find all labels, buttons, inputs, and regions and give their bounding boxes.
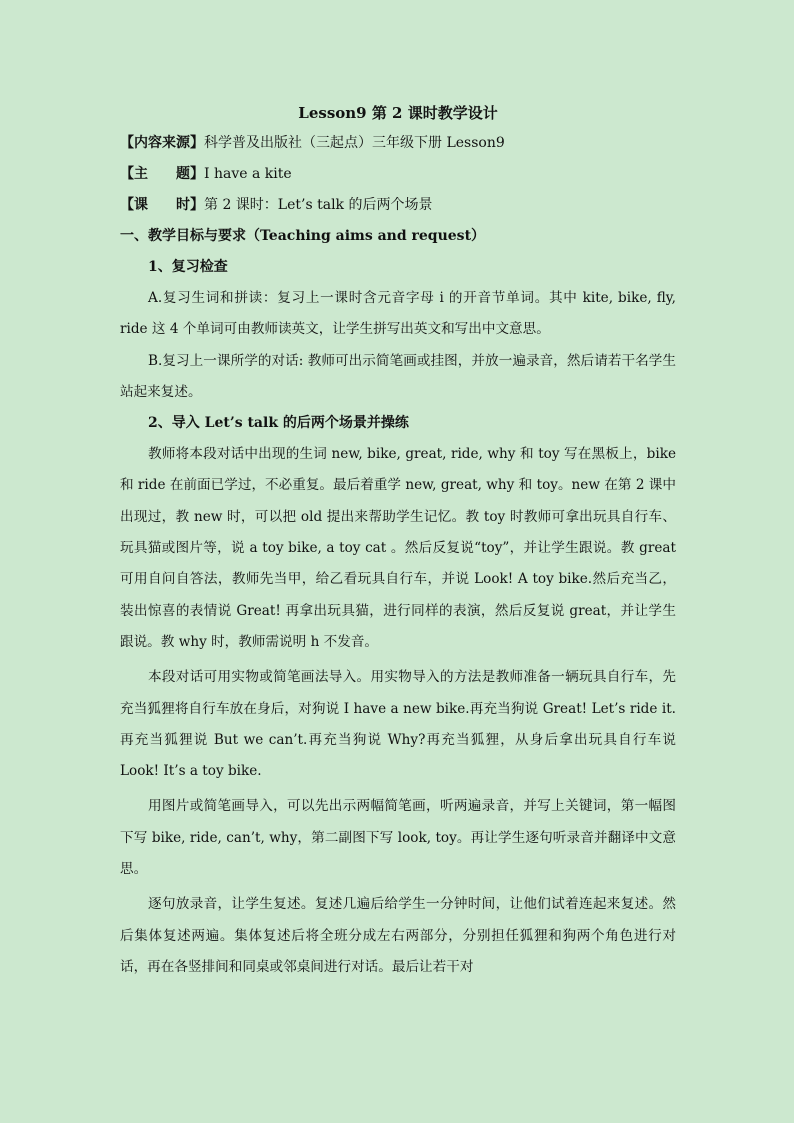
- meta-topic-key: 【主 题】: [120, 166, 204, 182]
- meta-source-value: 科学普及出版社（三起点）三年级下册 Lesson9: [204, 135, 505, 151]
- meta-period-key: 【课 时】: [120, 197, 204, 213]
- subsection-heading-intro: 2、导入 Let’s talk 的后两个场景并操练: [148, 415, 409, 432]
- meta-source-key: 【内容来源】: [120, 135, 204, 151]
- paragraph-intro-1: 教师将本段对话中出现的生词 new, bike, great, ride, why 和 toy 写在黑板上，bike 和 ride 在前面已学过，不必重复。最后着重学 new, great, why 和 toy。new 在第 2 课中出现过，教 new 时，可以把 old 提出来帮助学生记忆。教 toy 时教师可拿出玩具自行车、玩具猫或图片等，说 a toy bike, a toy cat 。然后反复说“toy”，并让学生跟说。教 great 可用自问自答法，教师先当甲，给乙看玩具自行车，并说 Look! A toy bike.然后充当乙，装出惊喜的表情说 Great! 再拿出玩具猫，进行同样的表演，然后反复说 great，并让学生跟说。教 why 时，教师需说明 h 不发音。: [120, 446, 676, 650]
- subsection-heading-review: 1、复习检查: [148, 259, 228, 275]
- page-title: Lesson9 第 2 课时教学设计: [298, 104, 498, 122]
- meta-period: [120, 190, 676, 221]
- paragraph-review-b: B.复习上一课所学的对话: 教师可出示简笔画或挂图，并放一遍录音，然后请若干名学生站起来复述。: [120, 352, 676, 400]
- paragraph-intro-4: 逐句放录音，让学生复述。复述几遍后给学生一分钟时间，让他们试着连起来复述。然后集体复述两遍。集体复述后将全班分成左右两部分，分别担任狐狸和狗两个角色进行对话，再在各竖排间和同桌或邻桌间进行对话。最后让若干对: [120, 896, 676, 975]
- paragraph-review-a: A.复习生词和拼读：复习上一课时含元音字母 i 的开音节单词。其中 kite, bike, fly, ride 这 4 个单词可由教师读英文，让学生拼写出英文和写出中文意思。: [120, 290, 676, 338]
- meta-topic-value: I have a kite: [204, 166, 292, 182]
- document-page: [120, 98, 676, 983]
- meta-topic: [120, 159, 676, 190]
- paragraph-intro-2: 本段对话可用实物或简笔画法导入。用实物导入的方法是教师准备一辆玩具自行车，先充当狐狸将自行车放在身后，对狗说 I have a new bike.再充当狗说 Great! Let’s ride it.再充当狐狸说 But we can’t.再充当狗说 Why?再充当狐狸，从身后拿出玩具自行车说 Look! It’s a toy bike.: [120, 669, 676, 780]
- meta-period-value: 第 2 课时：Let’s talk 的后两个场景: [204, 197, 433, 213]
- paragraph-intro-3: 用图片或简笔画导入，可以先出示两幅简笔画，听两遍录音，并写上关键词，第一幅图下写 bike, ride, can’t, why，第二副图下写 look, toy。再让学生逐句听录音并翻译中文意思。: [120, 798, 676, 878]
- meta-source: [120, 128, 676, 159]
- section-heading-aims: 一、教学目标与要求（Teaching aims and request）: [120, 228, 486, 244]
